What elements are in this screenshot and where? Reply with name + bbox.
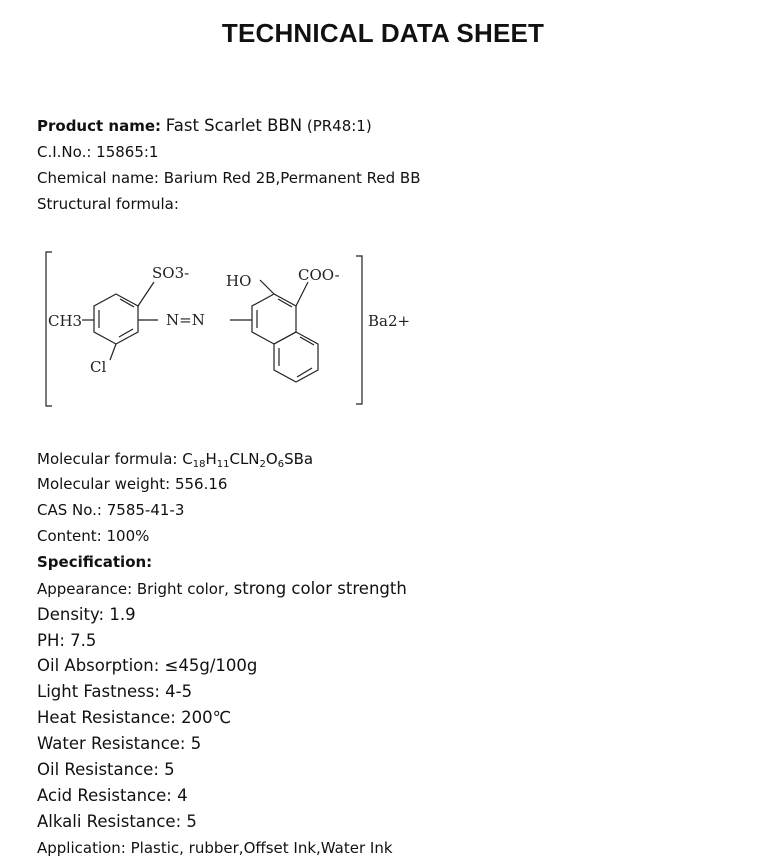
chemical-name: Chemical name: Barium Red 2B,Permanent Red BB xyxy=(37,169,421,187)
alkali-resistance: Alkali Resistance: 5 xyxy=(37,812,197,831)
oil-resistance: Oil Resistance: 5 xyxy=(37,760,175,779)
molecular-weight: Molecular weight: 556.16 xyxy=(37,475,228,493)
specification-heading: Specification: xyxy=(37,553,153,571)
light-fastness: Light Fastness: 4-5 xyxy=(37,682,193,701)
structural-formula-label: Structural formula: xyxy=(37,195,179,213)
formula-part: H xyxy=(205,450,217,468)
product-name-value: Fast Scarlet BBN xyxy=(165,116,303,135)
methyl-group-label: CH3 xyxy=(48,312,83,330)
cas-number: CAS No.: 7585-41-3 xyxy=(37,501,185,519)
appearance-value: strong color strength xyxy=(233,579,407,598)
document-title: TECHNICAL DATA SHEET xyxy=(221,18,545,48)
formula-part: SBa xyxy=(284,450,314,468)
acid-resistance: Acid Resistance: 4 xyxy=(37,786,188,805)
appearance-label: Appearance: Bright color, xyxy=(37,580,234,598)
formula-subscript: 6 xyxy=(277,459,285,470)
ph-value: PH: 7.5 xyxy=(37,631,97,650)
ci-number: C.I.No.: 15865:1 xyxy=(37,143,159,161)
molecular-formula xyxy=(37,450,313,468)
structural-formula-diagram xyxy=(40,246,420,412)
carboxylate-group-label: COO- xyxy=(298,266,340,284)
chloro-group-label: Cl xyxy=(90,358,107,376)
product-code: (PR48:1) xyxy=(306,117,372,135)
formula-part: C xyxy=(182,450,193,468)
product-name-label: Product name: xyxy=(37,117,161,135)
heat-resistance: Heat Resistance: 200℃ xyxy=(37,708,232,727)
product-name-line xyxy=(37,116,372,135)
azo-group-label: N=N xyxy=(166,311,205,329)
formula-subscript: 18 xyxy=(192,459,206,470)
content: Content: 100% xyxy=(37,527,150,545)
hydroxy-group-label: HO xyxy=(226,272,252,290)
application: Application: Plastic, rubber,Offset Ink,Water Ink xyxy=(37,839,393,857)
barium-ion-label: Ba2+ xyxy=(368,312,411,330)
formula-subscript: 11 xyxy=(216,459,230,470)
formula-part: CLN xyxy=(229,450,260,468)
so3-group-label: SO3- xyxy=(152,264,190,282)
oil-absorption: Oil Absorption: ≤45g/100g xyxy=(37,656,258,675)
formula-subscript: 2 xyxy=(259,459,266,470)
molecular-formula-label: Molecular formula: xyxy=(37,450,183,468)
formula-part: O xyxy=(265,450,278,468)
appearance xyxy=(37,579,407,598)
water-resistance: Water Resistance: 5 xyxy=(37,734,202,753)
density: Density: 1.9 xyxy=(37,605,136,624)
